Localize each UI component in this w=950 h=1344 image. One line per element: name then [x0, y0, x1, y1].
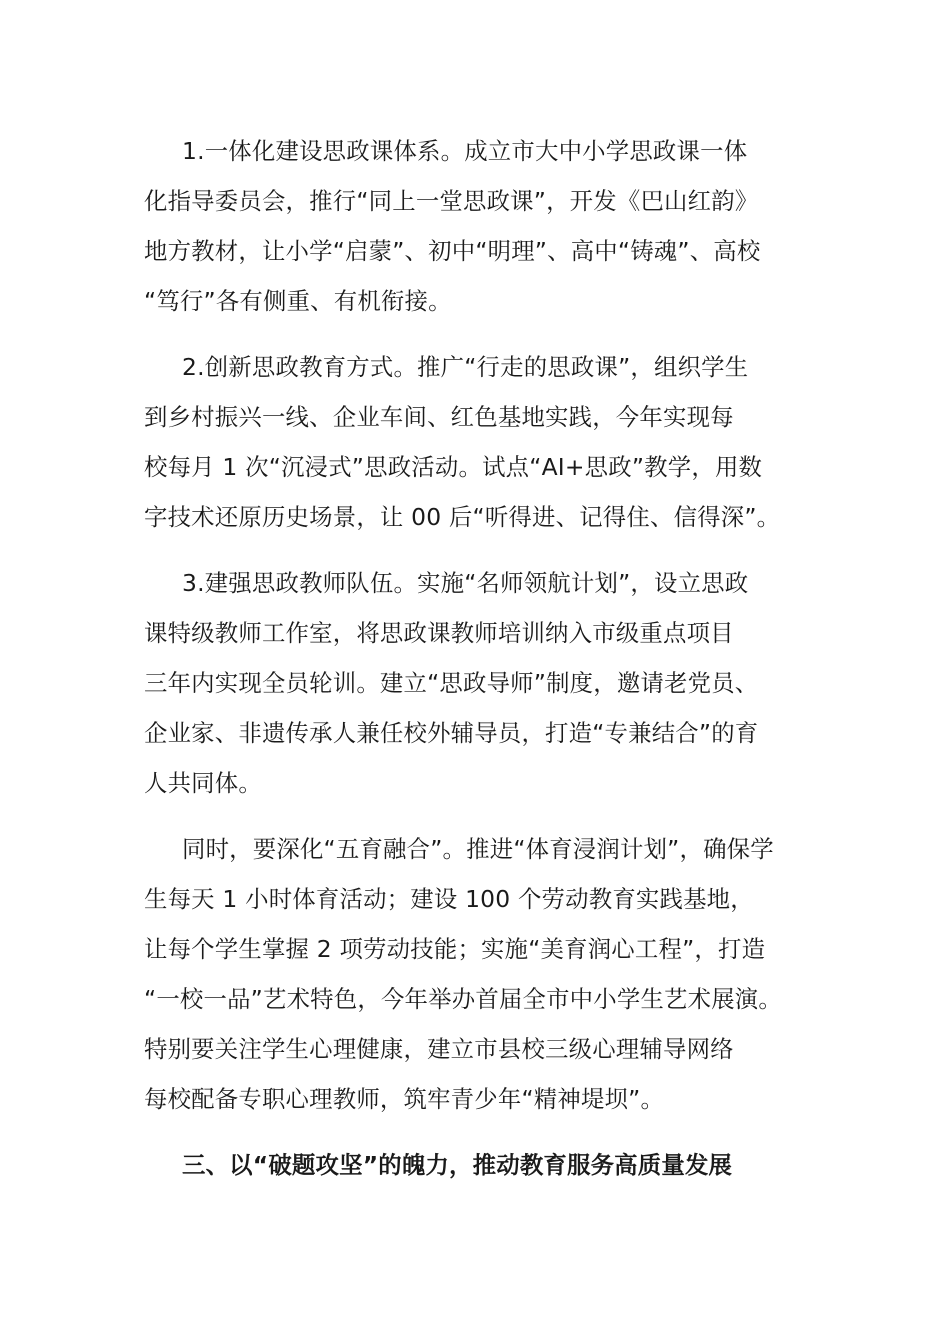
paragraph-line: 化指导委员会，推行“同上一堂思政课”，开发《巴山红韵》 [144, 187, 759, 215]
section-heading [144, 1140, 806, 1190]
paragraph-line: 同时，要深化“五育融合”。推进“体育浸润计划”，确保学 [182, 835, 774, 863]
paragraph-line: 到乡村振兴一线、企业车间、红色基地实践，今年实现每 [144, 403, 734, 431]
paragraph-teacher-team [144, 558, 806, 808]
paragraph-line: 让每个学生掌握 2 项劳动技能；实施“美育润心工程”，打造 [144, 935, 766, 963]
paragraph-five-education [144, 824, 806, 1124]
paragraph-line: “一校一品”艺术特色，今年举办首届全市中小学生艺术展演。 [144, 985, 782, 1013]
paragraph-line: 字技术还原历史场景，让 00 后“听得进、记得住、信得深”。 [144, 503, 781, 531]
paragraph-line: 3.建强思政教师队伍。实施“名师领航计划”，设立思政 [182, 569, 749, 597]
paragraph-curriculum [144, 126, 806, 326]
paragraph-line: 课特级教师工作室，将思政课教师培训纳入市级重点项目 [144, 619, 734, 647]
paragraph-line: 每校配备专职心理教师，筑牢青少年“精神堤坝”。 [144, 1085, 665, 1113]
paragraph-line: 1.一体化建设思政课体系。成立市大中小学思政课一体 [182, 137, 748, 165]
paragraph-line: 企业家、非遗传承人兼任校外辅导员，打造“专兼结合”的育 [144, 719, 759, 747]
document-body [144, 126, 806, 1206]
paragraph-teaching-methods [144, 342, 806, 542]
paragraph-line: 地方教材，让小学“启蒙”、初中“明理”、高中“铸魂”、高校 [144, 237, 761, 265]
paragraph-line: 三年内实现全员轮训。建立“思政导师”制度，邀请老党员、 [144, 669, 759, 697]
paragraph-line: “笃行”各有侧重、有机衔接。 [144, 287, 452, 315]
paragraph-line: 生每天 1 小时体育活动；建设 100 个劳动教育实践基地， [144, 885, 754, 913]
section-heading-text: 三、以“破题攻坚”的魄力，推动教育服务高质量发展 [182, 1151, 733, 1179]
paragraph-line: 特别要关注学生心理健康，建立市县校三级心理辅导网络 [144, 1035, 734, 1063]
paragraph-line: 人共同体。 [144, 769, 262, 797]
paragraph-line: 校每月 1 次“沉浸式”思政活动。试点“AI+思政”教学，用数 [144, 453, 763, 481]
paragraph-line: 2.创新思政教育方式。推广“行走的思政课”，组织学生 [182, 353, 749, 381]
